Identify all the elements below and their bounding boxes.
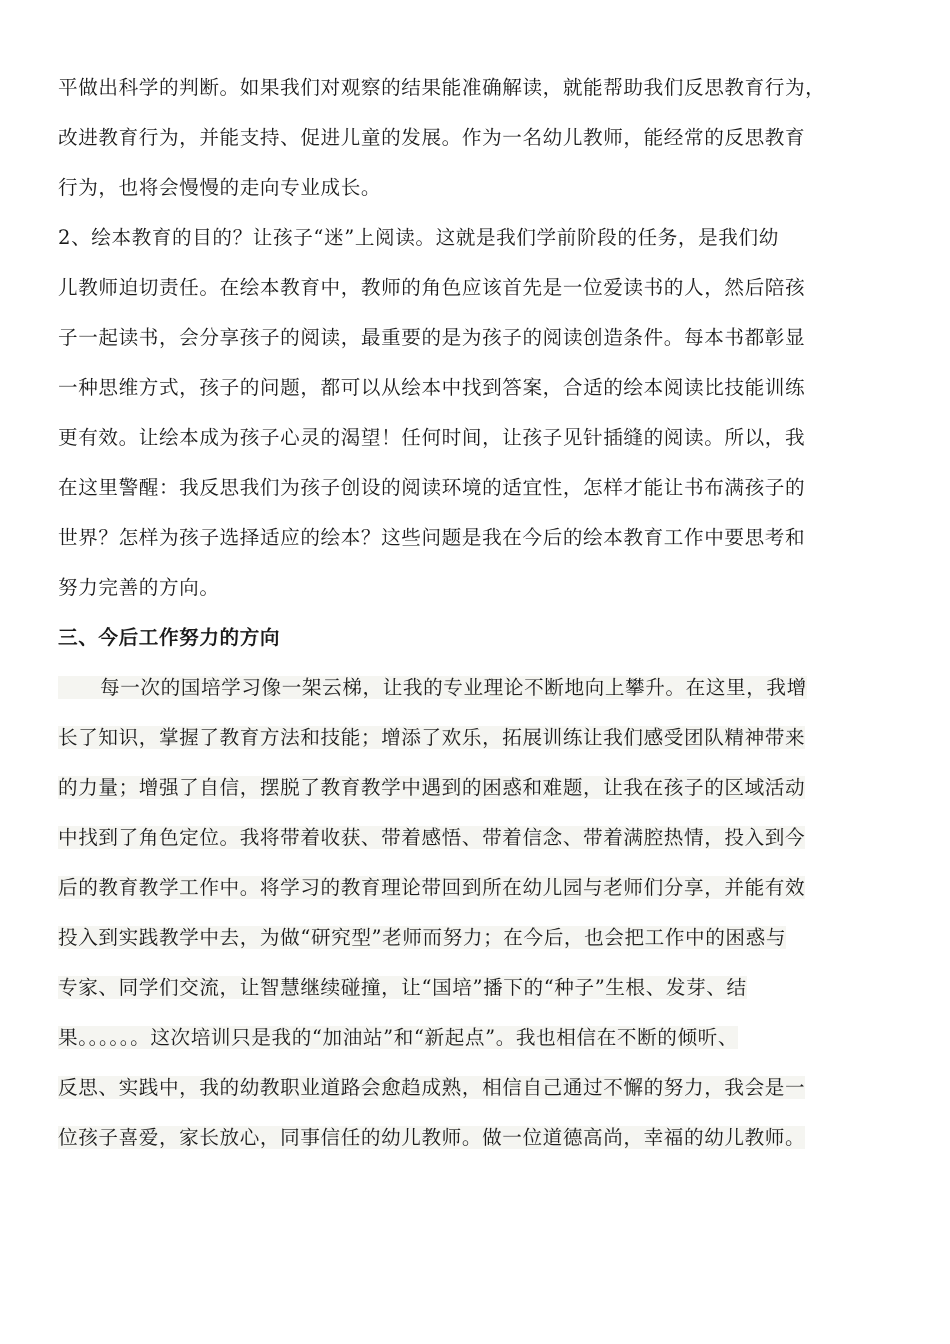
- text-line: 位孩子喜爱，家长放心，同事信任的幼儿教师。做一位道德高尚，幸福的幼儿教师。: [58, 1126, 806, 1149]
- text-line: 的力量；增强了自信，摆脱了教育教学中遇到的困惑和难题，让我在孩子的区域活动: [58, 776, 806, 799]
- text-line-wrap: [58, 1063, 898, 1113]
- text-line: 改进教育行为，并能支持、促进儿童的发展。作为一名幼儿教师，能经常的反思教育: [58, 126, 806, 149]
- text-line-wrap: [58, 863, 898, 913]
- text-line: 努力完善的方向。: [58, 576, 220, 599]
- text-line: 专家、同学们交流，让智慧继续碰撞，让“国培”播下的“种子”生根、发芽、结: [58, 976, 747, 999]
- text-line: 世界？怎样为孩子选择适应的绘本？这些问题是我在今后的绘本教育工作中要思考和: [58, 526, 806, 549]
- text-line: 投入到实践教学中去，为做“研究型”老师而努力；在今后，也会把工作中的困惑与: [58, 926, 787, 949]
- paragraph-observation-reflection: [58, 63, 898, 213]
- text-line-wrap: [58, 763, 898, 813]
- text-line-wrap: [58, 1013, 898, 1063]
- section-heading: 三、今后工作努力的方向: [58, 626, 281, 649]
- text-line-wrap: [58, 813, 898, 863]
- text-line: 一种思维方式，孩子的问题，都可以从绘本中找到答案，合适的绘本阅读比技能训练: [58, 376, 806, 399]
- text-line: 子一起读书，会分享孩子的阅读，最重要的是为孩子的阅读创造条件。每本书都彰显: [58, 326, 806, 349]
- paragraph-picture-book-education: [58, 213, 898, 613]
- text-line: 长了知识，掌握了教育方法和技能；增添了欢乐，拓展训练让我们感受团队精神带来: [58, 726, 806, 749]
- text-line: 平做出科学的判断。如果我们对观察的结果能准确解读，就能帮助我们反思教育行为，: [58, 76, 826, 99]
- text-line: 更有效。让绘本成为孩子心灵的渴望！任何时间，让孩子见针插缝的阅读。所以，我: [58, 426, 806, 449]
- section-future-direction: [58, 613, 898, 1163]
- text-line-wrap: [58, 663, 898, 713]
- text-line: 反思、实践中，我的幼教职业道路会愈趋成熟，相信自己通过不懈的努力，我会是一: [58, 1076, 806, 1099]
- text-line: 2、绘本教育的目的？让孩子“迷”上阅读。这就是我们学前阶段的任务，是我们幼: [58, 226, 779, 249]
- text-line: 每一次的国培学习像一架云梯，让我的专业理论不断地向上攀升。在这里，我增: [58, 676, 807, 699]
- text-line-wrap: [58, 913, 898, 963]
- text-line-wrap: [58, 1113, 898, 1163]
- text-line: 在这里警醒：我反思我们为孩子创设的阅读环境的适宜性，怎样才能让书布满孩子的: [58, 476, 806, 499]
- text-line: 果。。。。。。这次培训只是我的“加油站”和“新起点”。我也相信在不断的倾听、: [58, 1026, 739, 1049]
- text-line: 后的教育教学工作中。将学习的教育理论带回到所在幼儿园与老师们分享，并能有效: [58, 876, 806, 899]
- text-line: 行为，也将会慢慢的走向专业成长。: [58, 176, 382, 199]
- text-line-wrap: [58, 713, 898, 763]
- text-line: 儿教师迫切责任。在绘本教育中，教师的角色应该首先是一位爱读书的人，然后陪孩: [58, 276, 806, 299]
- text-line-wrap: [58, 963, 898, 1013]
- text-line: 中找到了角色定位。我将带着收获、带着感悟、带着信念、带着满腔热情，投入到今: [58, 826, 806, 849]
